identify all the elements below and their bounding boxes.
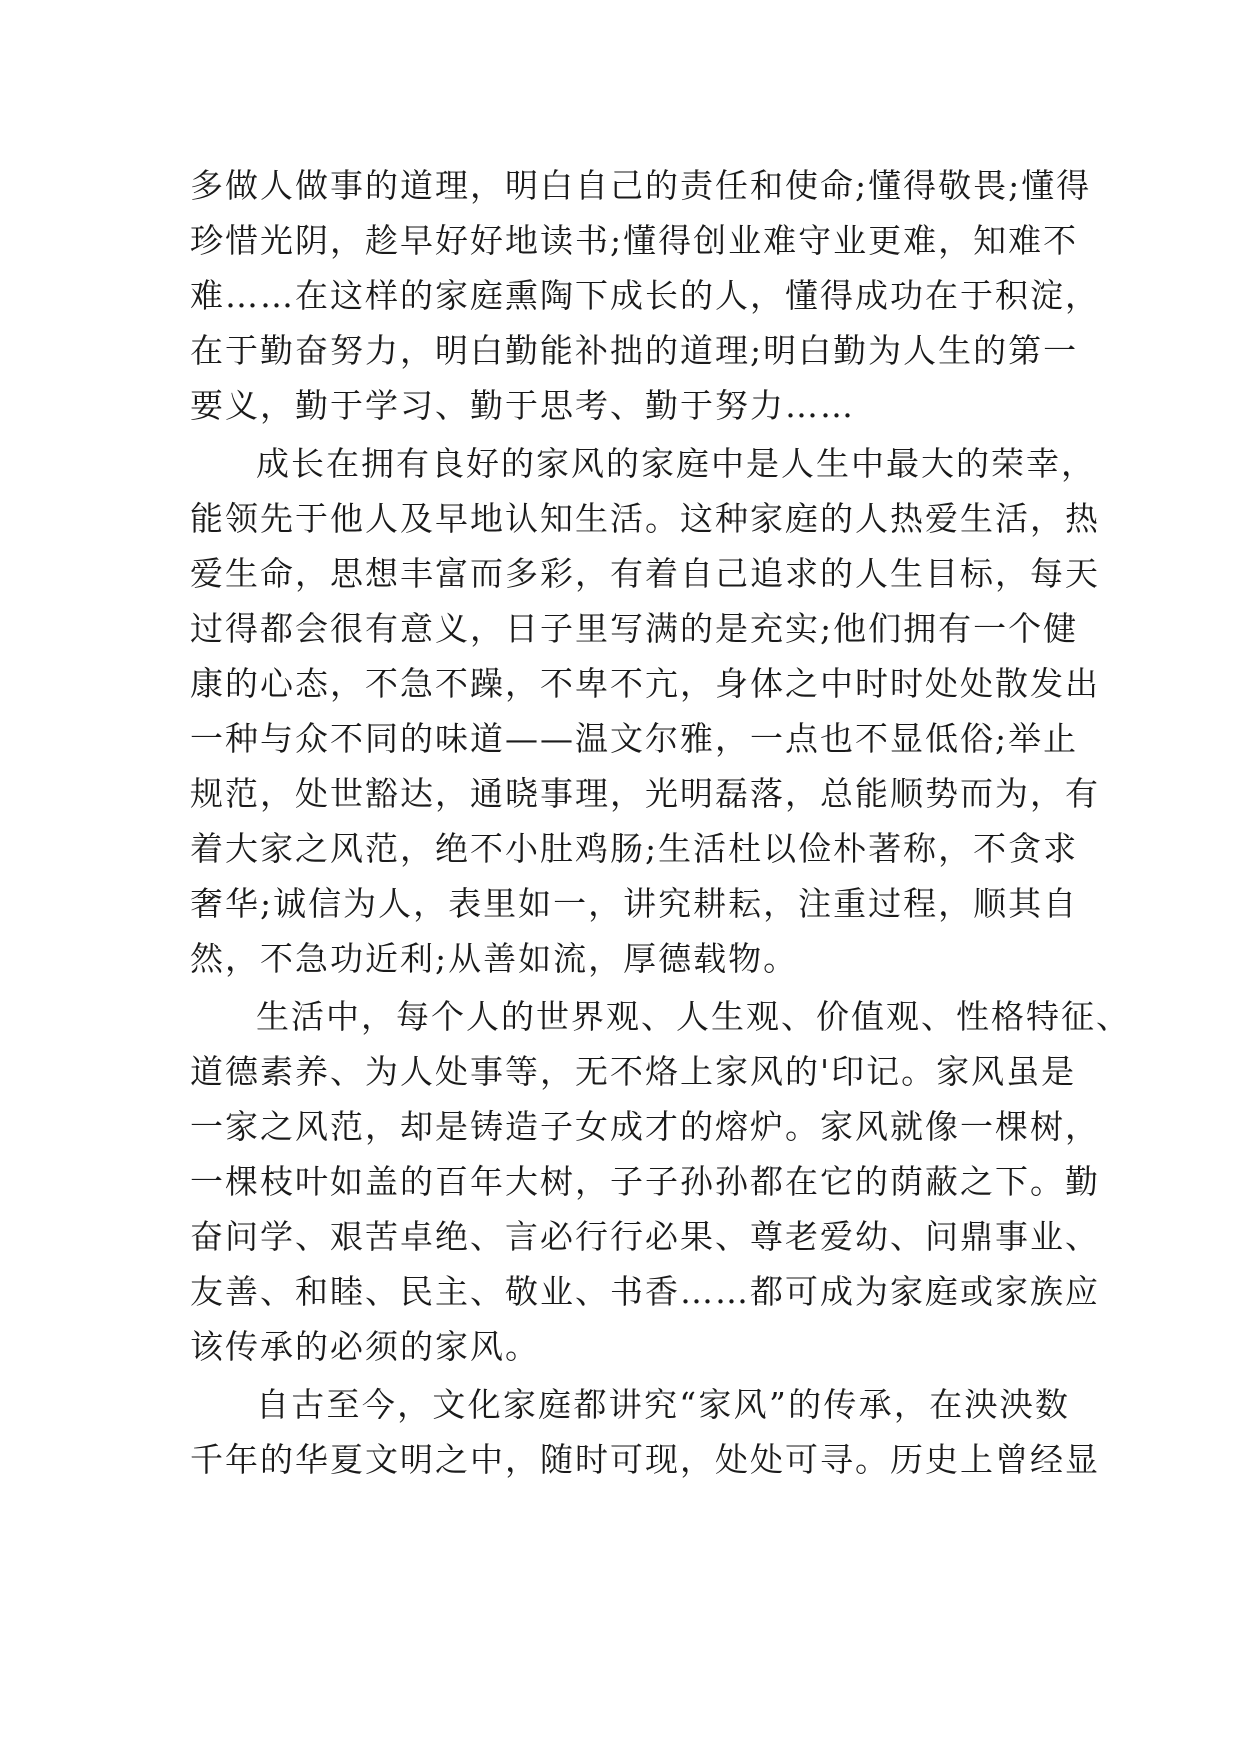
text-line: 友善、和睦、民主、敬业、书香……都可成为家庭或家族应 <box>190 1272 1100 1311</box>
text-line: 该传承的必须的家风。 <box>190 1327 540 1366</box>
text-line: 能领先于他人及早地认知生活。这种家庭的人热爱生活，热 <box>190 499 1100 538</box>
text-line: 多做人做事的道理，明白自己的责任和使命;懂得敬畏;懂得 <box>190 166 1092 205</box>
text-line: 道德素养、为人处事等，无不烙上家风的'印记。家风虽是 <box>190 1052 1077 1091</box>
text-line: 在于勤奋努力，明白勤能补拙的道理;明白勤为人生的第一 <box>190 331 1079 370</box>
text-line: 爱生命，思想丰富而多彩，有着自己追求的人生目标，每天 <box>190 554 1100 593</box>
text-line: 要义，勤于学习、勤于思考、勤于努力…… <box>190 386 855 425</box>
paragraph-2 <box>190 436 1100 986</box>
text-line: 一棵枝叶如盖的百年大树，子子孙孙都在它的荫蔽之下。勤 <box>190 1162 1100 1201</box>
text-line: 康的心态，不急不躁，不卑不亢，身体之中时时处处散发出 <box>190 664 1100 703</box>
text-line: 成长在拥有良好的家风的家庭中是人生中最大的荣幸， <box>256 444 1096 483</box>
text-line: 过得都会很有意义，日子里写满的是充实;他们拥有一个健 <box>190 609 1079 648</box>
text-line: 一种与众不同的味道——温文尔雅，一点也不显低俗;举止 <box>190 719 1079 758</box>
text-line: 着大家之风范，绝不小肚鸡肠;生活杜以俭朴著称，不贪求 <box>190 829 1079 868</box>
paragraph-3 <box>190 989 1131 1374</box>
text-line: 奋问学、艰苦卓绝、言必行行必果、尊老爱幼、问鼎事业、 <box>190 1217 1100 1256</box>
paragraph-4 <box>190 1377 1100 1487</box>
text-line: 生活中，每个人的世界观、人生观、价值观、性格特征、 <box>256 997 1131 1036</box>
text-line: 规范，处世豁达，通晓事理，光明磊落，总能顺势而为，有 <box>190 774 1100 813</box>
text-line: 奢华;诚信为人，表里如一，讲究耕耘，注重过程，顺其自 <box>190 884 1079 923</box>
text-line: 然，不急功近利;从善如流，厚德载物。 <box>190 939 799 978</box>
text-line: 自古至今，文化家庭都讲究“家风”的传承，在泱泱数 <box>256 1385 1070 1424</box>
text-line: 珍惜光阴，趁早好好地读书;懂得创业难守业更难，知难不 <box>190 221 1079 260</box>
text-line: 千年的华夏文明之中，随时可现，处处可寻。历史上曾经显 <box>190 1440 1100 1479</box>
text-line: 难……在这样的家庭熏陶下成长的人，懂得成功在于积淀， <box>190 276 1100 315</box>
paragraph-1 <box>190 158 1100 433</box>
text-line: 一家之风范，却是铸造子女成才的熔炉。家风就像一棵树， <box>190 1107 1100 1146</box>
body-text <box>190 158 1131 1487</box>
